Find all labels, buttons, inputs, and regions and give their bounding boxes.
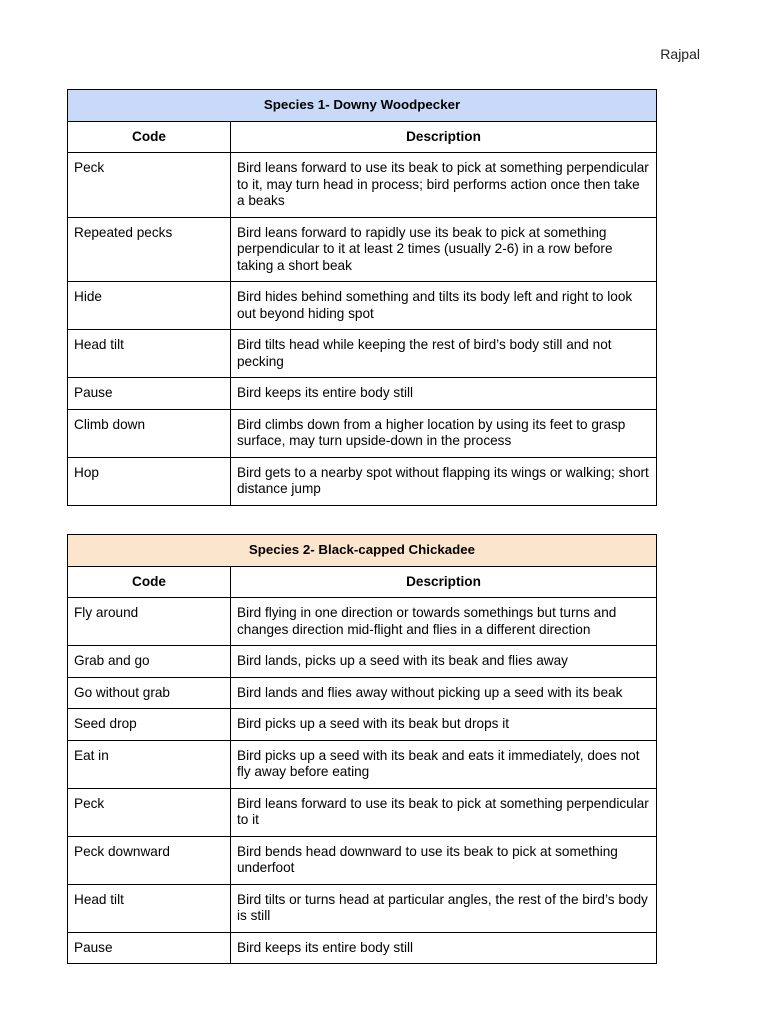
code-cell: Climb down <box>68 409 231 457</box>
description-cell: Bird lands and flies away without picking up a seed with its beak <box>231 677 657 709</box>
table-row <box>68 153 657 218</box>
table-row <box>68 932 657 964</box>
description-cell: Bird tilts head while keeping the rest of bird’s body still and not pecking <box>231 330 657 378</box>
table-row <box>68 282 657 330</box>
code-cell: Eat in <box>68 740 231 788</box>
table-row <box>68 330 657 378</box>
description-cell: Bird bends head downward to use its beak to pick at something underfoot <box>231 836 657 884</box>
table-row <box>68 378 657 410</box>
code-cell: Pause <box>68 378 231 410</box>
description-cell: Bird hides behind something and tilts its body left and right to look out beyond hiding spot <box>231 282 657 330</box>
description-cell: Bird picks up a seed with its beak but drops it <box>231 709 657 741</box>
code-cell: Head tilt <box>68 330 231 378</box>
description-cell: Bird tilts or turns head at particular angles, the rest of the bird’s body is still <box>231 884 657 932</box>
code-cell: Grab and go <box>68 646 231 678</box>
description-cell: Bird gets to a nearby spot without flapping its wings or walking; short distance jump <box>231 457 657 505</box>
column-header-row <box>68 121 657 153</box>
column-header-code: Code <box>68 566 231 598</box>
column-header-row <box>68 566 657 598</box>
code-cell: Peck <box>68 788 231 836</box>
code-cell: Hide <box>68 282 231 330</box>
table-row <box>68 409 657 457</box>
table-row <box>68 836 657 884</box>
table-row <box>68 740 657 788</box>
table-title: Species 2- Black-capped Chickadee <box>68 535 657 567</box>
table-row <box>68 884 657 932</box>
description-cell: Bird lands, picks up a seed with its beak and flies away <box>231 646 657 678</box>
author-name: Rajpal <box>660 46 700 62</box>
table-title-row <box>68 535 657 567</box>
description-cell: Bird flying in one direction or towards somethings but turns and changes direction mid-flight and flies in a different direction <box>231 598 657 646</box>
code-cell: Peck <box>68 153 231 218</box>
code-cell: Head tilt <box>68 884 231 932</box>
code-cell: Go without grab <box>68 677 231 709</box>
description-cell: Bird leans forward to use its beak to pick at something perpendicular to it <box>231 788 657 836</box>
table-row <box>68 788 657 836</box>
table-title-row <box>68 90 657 122</box>
species-2-table <box>67 534 657 964</box>
table-row <box>68 677 657 709</box>
table-row <box>68 646 657 678</box>
code-cell: Repeated pecks <box>68 217 231 282</box>
code-cell: Seed drop <box>68 709 231 741</box>
description-cell: Bird leans forward to use its beak to pick at something perpendicular to it, may turn head in process; bird performs action once then take a beaks <box>231 153 657 218</box>
column-header-description: Description <box>231 566 657 598</box>
column-header-description: Description <box>231 121 657 153</box>
table-row <box>68 457 657 505</box>
code-cell: Peck downward <box>68 836 231 884</box>
table-row <box>68 709 657 741</box>
description-cell: Bird leans forward to rapidly use its beak to pick at something perpendicular to it at least 2 times (usually 2-6) in a row before taking a short beak <box>231 217 657 282</box>
description-cell: Bird climbs down from a higher location by using its feet to grasp surface, may turn upside-down in the process <box>231 409 657 457</box>
description-cell: Bird keeps its entire body still <box>231 378 657 410</box>
description-cell: Bird picks up a seed with its beak and eats it immediately, does not fly away before eating <box>231 740 657 788</box>
table-title: Species 1- Downy Woodpecker <box>68 90 657 122</box>
code-cell: Hop <box>68 457 231 505</box>
column-header-code: Code <box>68 121 231 153</box>
table-row <box>68 598 657 646</box>
code-cell: Fly around <box>68 598 231 646</box>
code-cell: Pause <box>68 932 231 964</box>
species-1-table <box>67 89 657 506</box>
table-row <box>68 217 657 282</box>
description-cell: Bird keeps its entire body still <box>231 932 657 964</box>
